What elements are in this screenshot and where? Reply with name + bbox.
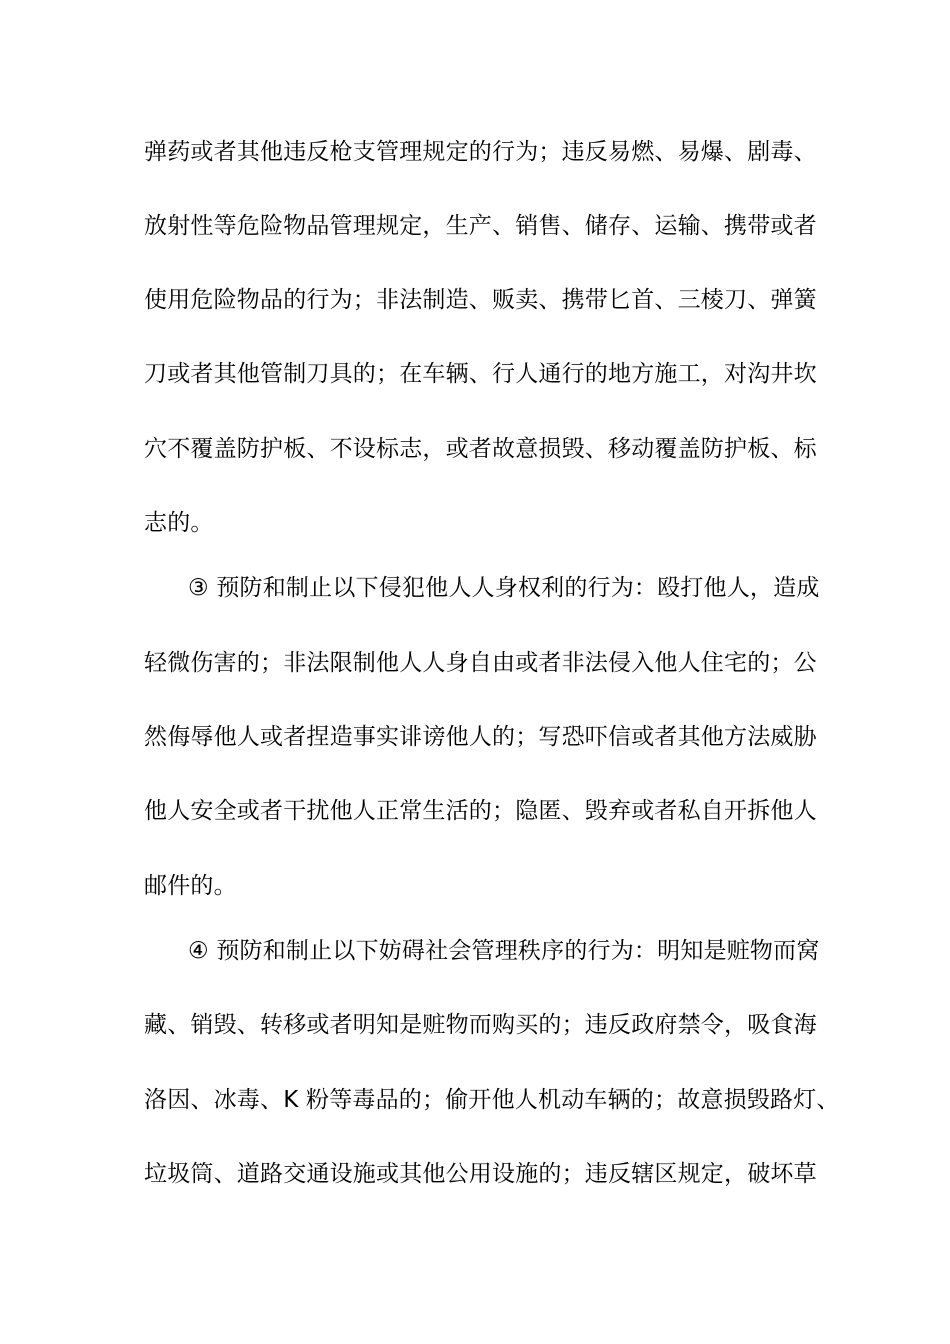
text-line: 然侮辱他人或者捏造事实诽谤他人的；写恐吓信或者其他方法威胁 [144, 724, 817, 750]
text-line: ④ 预防和制止以下妨碍社会管理秩序的行为：明知是赃物而窝 [188, 938, 820, 964]
text-line: 刀或者其他管制刀具的；在车辆、行人通行的地方施工，对沟井坎 [144, 361, 817, 387]
text-line: 邮件的。 [144, 873, 237, 899]
text-line: 志的。 [144, 510, 214, 536]
text-line: 藏、销毁、转移或者明知是赃物而购买的；违反政府禁令，吸食海 [144, 1012, 817, 1038]
text-line: 洛因、冰毒、K 粉等毒品的；偷开他人机动车辆的；故意损毁路灯、 [144, 1087, 840, 1113]
text-line: 穴不覆盖防护板、不设标志，或者故意损毁、移动覆盖防护板、标 [144, 436, 817, 462]
text-line: 垃圾筒、道路交通设施或其他公用设施的；违反辖区规定，破坏草 [144, 1161, 817, 1187]
text-line: 使用危险物品的行为；非法制造、贩卖、携带匕首、三棱刀、弹簧 [144, 287, 817, 313]
text-line: ③ 预防和制止以下侵犯他人人身权利的行为：殴打他人，造成 [188, 575, 820, 601]
text-line: 他人安全或者干扰他人正常生活的；隐匿、毁弃或者私自开拆他人 [144, 798, 817, 824]
text-line: 弹药或者其他违反枪支管理规定的行为；违反易燃、易爆、剧毒、 [144, 139, 817, 165]
text-line: 轻微伤害的；非法限制他人人身自由或者非法侵入他人住宅的；公 [144, 650, 817, 676]
text-line: 放射性等危险物品管理规定，生产、销售、储存、运输、携带或者 [144, 213, 817, 239]
